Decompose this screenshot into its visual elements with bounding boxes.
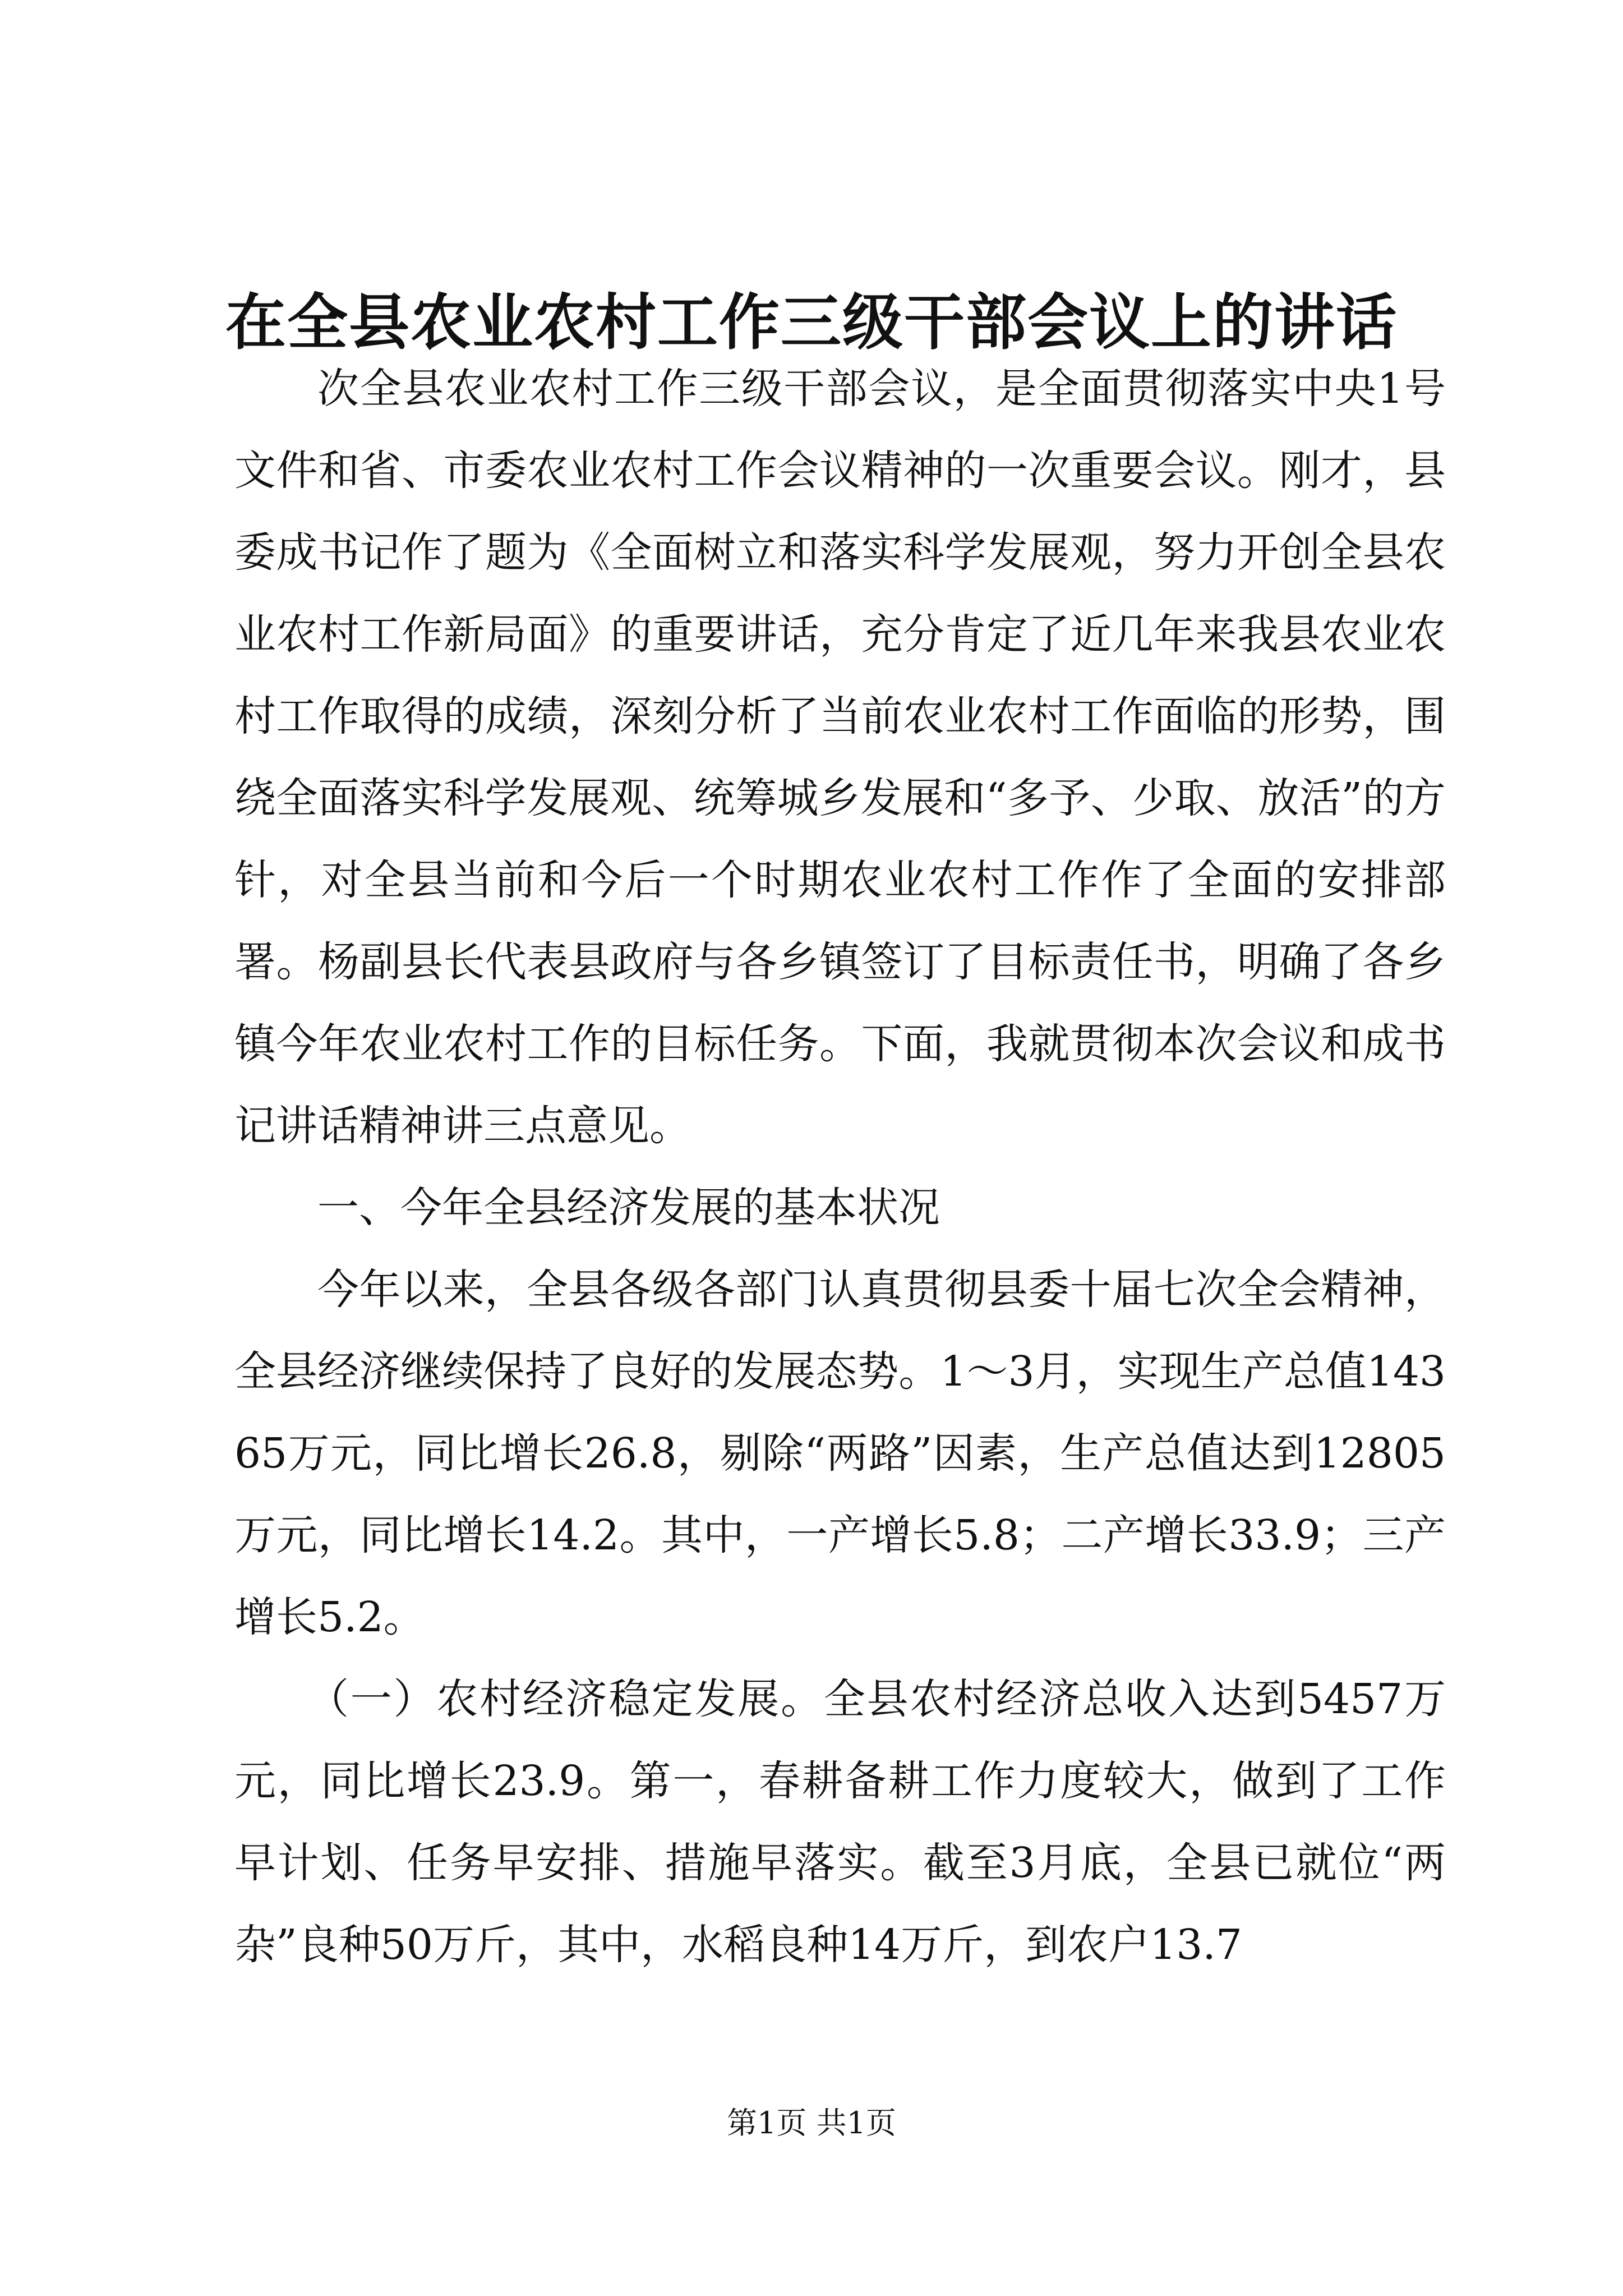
document-body bbox=[234, 348, 1446, 1986]
document-title: 在全县农业农村工作三级干部会议上的讲话 bbox=[225, 287, 1398, 358]
paragraph-intro: 次全县农业农村工作三级干部会议，是全面贯彻落实中央1号文件和省、市委农业农村工作会议精神的一次重要会议。刚才，县委成书记作了题为《全面树立和落实科学发展观，努力开创全县农业农村工作新局面》的重要讲话，充分肯定了近几年来我县农业农村工作取得的成绩，深刻分析了当前农业农村工作面临的形势，围绕全面落实科学发展观、统筹城乡发展和“多予、少取、放活”的方针，对全县当前和今后一个时期农业农村工作作了全面的安排部署。杨副县长代表县政府与各乡镇签订了目标责任书，明确了各乡镇今年农业农村工作的目标任务。下面，我就贯彻本次会议和成书记讲话精神讲三点意见。 bbox=[234, 365, 1446, 1150]
paragraph-economy-overview: 今年以来，全县各级各部门认真贯彻县委十届七次全会精神，全县经济继续保持了良好的发展态势。1～3月，实现生产总值14365万元，同比增长26.8，剔除“两路”因素，生产总值达到12805万元，同比增长14.2。其中，一产增长5.8；二产增长33.9；三产增长5.2。 bbox=[234, 1266, 1446, 1641]
paragraph-rural-economy: （一）农村经济稳定发展。全县农村经济总收入达到5457万元，同比增长23.9。第一，春耕备耕工作力度较大，做到了工作早计划、任务早安排、措施早落实。截至3月底，全县已就位“两杂”良种50万斤，其中，水稻良种14万斤，到农户13.7 bbox=[234, 1675, 1446, 1969]
section-heading-1: 一、今年全县经济发展的基本状况 bbox=[317, 1184, 940, 1232]
page-number-footer: 第1页 共1页 bbox=[727, 2105, 896, 2141]
